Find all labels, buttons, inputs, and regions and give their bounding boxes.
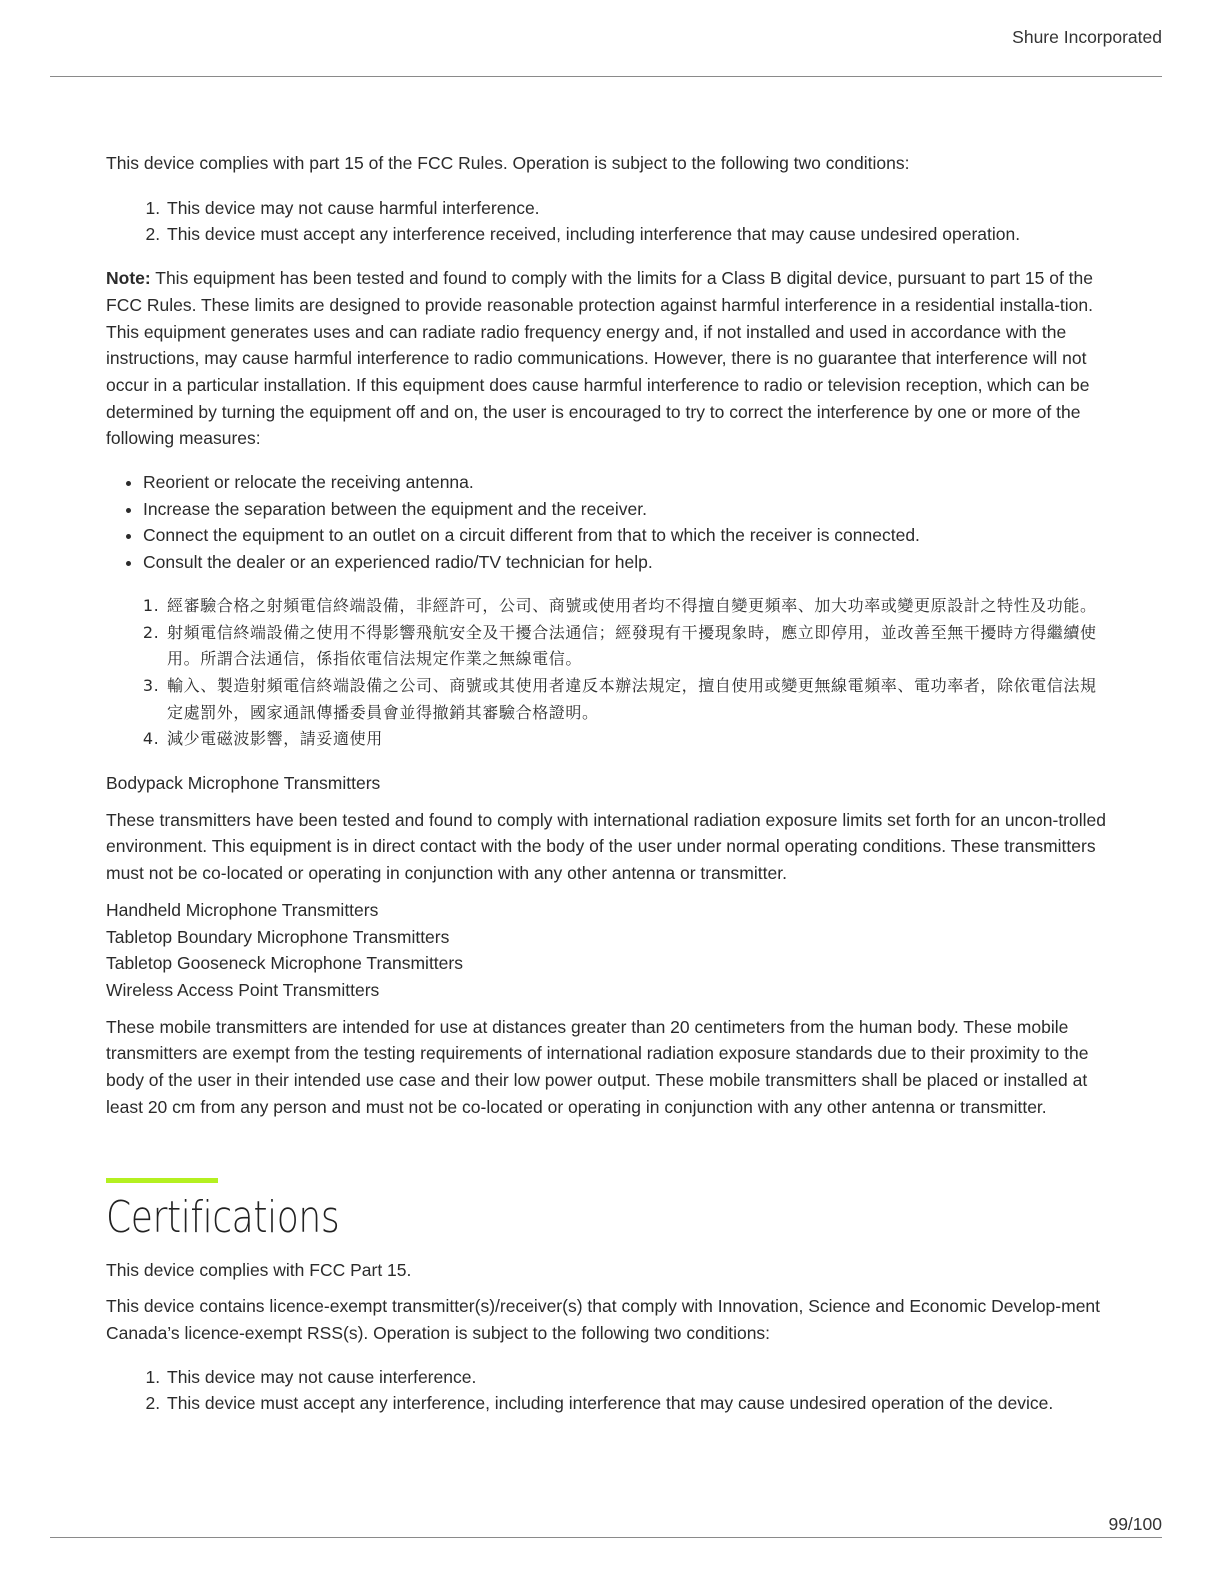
mobile-heading: Wireless Access Point Transmitters bbox=[106, 979, 380, 1000]
section-accent-bar bbox=[106, 1178, 218, 1183]
list-item: 1. This device may not cause interference. bbox=[165, 1364, 1112, 1391]
header-divider bbox=[50, 76, 1162, 77]
fcc-measures-list bbox=[106, 469, 1112, 576]
mobile-heading: Tabletop Boundary Microphone Transmitters bbox=[106, 926, 450, 947]
list-item: 2. 射頻電信終端設備之使用不得影響飛航安全及干擾合法通信；經發現有干擾現象時，應立即停用，並改善至無干擾時方得繼續使用。所謂合法通信，係指依電信法規定作業之無線電信。 bbox=[165, 620, 1112, 673]
mobile-text: These mobile transmitters are intended for use at distances greater than 20 centimeters from the human body. These mobile transmitters are exempt from the testing requirements of international radiation exposure standards due to their proximity to the body of the user in their intended use case and their low power output. These mobile transmitters shall be placed or installed at least 20 cm from any person and must not be co-located or operating in conjunction with any other antenna or transmitter. bbox=[106, 1016, 1089, 1117]
list-item: 1. 經審驗合格之射頻電信終端設備，非經許可，公司、商號或使用者均不得擅自變更頻率、加大功率或變更原設計之特性及功能。 bbox=[165, 593, 1112, 620]
list-item: 3. 輸入、製造射頻電信終端設備之公司、商號或其使用者違反本辦法規定，擅自使用或變更無線電頻率、電功率者，除依電信法規定處罰外，國家通訊傳播委員會並得撤銷其審驗合格證明。 bbox=[165, 673, 1112, 726]
note-text: This equipment has been tested and found to comply with the limits for a Class B digital device, pursuant to part 15 of the FCC Rules. These limits are designed to provide reasonable protection against harmful interference in a residential installa-tion. This equipment generates uses and can radiate radio frequency energy and, if not installed and used in accordance with the instructions, may cause harmful interference to radio communications. However, there is no guarantee that interference will not occur in a particular installation. If this equipment does cause harmful interference to radio or television reception, which can be determined by turning the equipment off and on, the user is encouraged to try to correct the interference by one or more of the following measures: bbox=[106, 268, 1094, 449]
mobile-heading: Tabletop Gooseneck Microphone Transmitters bbox=[106, 953, 463, 974]
list-item: • Consult the dealer or an experienced radio/TV technician for help. bbox=[143, 549, 1112, 576]
footer-divider bbox=[50, 1537, 1162, 1538]
bodypack-text: These transmitters have been tested and found to comply with international radiation exposure limits set forth for an uncon-trolled environment. This equipment is in direct contact with the body of the user under normal operating conditions. These transmitters must not be co-located or operating in conjunction with any other antenna or transmitter. bbox=[106, 809, 1106, 884]
list-item: 1. This device may not cause harmful interference. bbox=[165, 195, 1112, 222]
page-content bbox=[106, 150, 1112, 1434]
list-item: 4. 減少電磁波影響，請妥適使用 bbox=[165, 726, 1112, 753]
fcc-conditions-list bbox=[106, 195, 1112, 248]
cert-fcc-line: This device complies with FCC Part 15. bbox=[106, 1259, 412, 1280]
page-number: 99/100 bbox=[1108, 1514, 1162, 1534]
list-item: • Connect the equipment to an outlet on a circuit different from that to which the receiver is connected. bbox=[143, 522, 1112, 549]
header-company-name: Shure Incorporated bbox=[1012, 27, 1162, 47]
cert-ised-text: This device contains licence-exempt transmitter(s)/receiver(s) that comply with Innovation, Science and Economic Develop-ment Canada’s licence-exempt RSS(s). Operation is subject to the following two conditions: bbox=[106, 1296, 1101, 1343]
list-item: 2. This device must accept any interference, including interference that may cause undesired operation of the device. bbox=[165, 1390, 1112, 1417]
taiwan-ncc-list bbox=[106, 593, 1112, 753]
bodypack-heading: Bodypack Microphone Transmitters bbox=[106, 773, 381, 794]
note-label: Note: bbox=[106, 268, 151, 289]
list-item: • Increase the separation between the equipment and the receiver. bbox=[143, 496, 1112, 523]
fcc-intro: This device complies with part 15 of the FCC Rules. Operation is subject to the following two conditions: bbox=[106, 153, 910, 173]
mobile-transmitter-headings bbox=[106, 897, 1112, 1004]
fcc-note bbox=[106, 265, 1112, 452]
mobile-heading: Handheld Microphone Transmitters bbox=[106, 899, 379, 920]
list-item: • Reorient or relocate the receiving antenna. bbox=[143, 469, 1112, 496]
cert-conditions-list bbox=[106, 1364, 1112, 1417]
list-item: 2. This device must accept any interference received, including interference that may cause undesired operation. bbox=[165, 221, 1112, 248]
section-title-certifications: Certifications bbox=[106, 1191, 340, 1243]
